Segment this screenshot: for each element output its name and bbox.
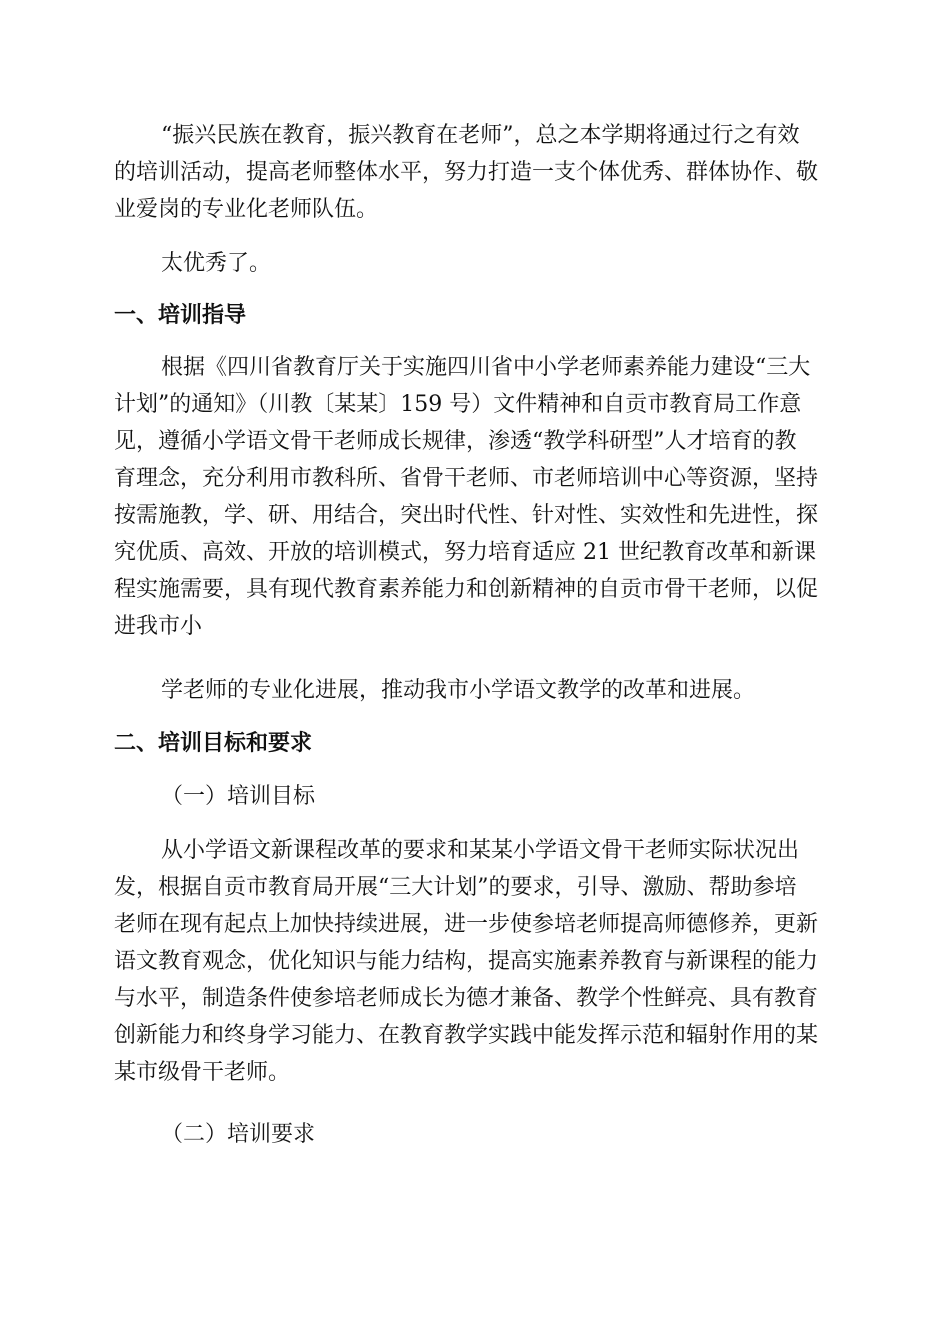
section1-heading: 一、培训指导 [114,303,247,328]
intro-paragraph [114,117,834,228]
section1-line-4: 育理念，充分利用市教科所、省骨干老师、市老师培训中心等资源，坚持 [114,466,819,491]
sub1-line-6: 创新能力和终身学习能力、在教育教学实践中能发挥示范和辐射作用的某 [114,1023,819,1048]
section1-continued: 学老师的专业化进展，推动我市小学语文教学的改革和进展。 [161,678,756,703]
section2-heading: 二、培训目标和要求 [114,731,313,756]
section1-line-5: 按需施教，学、研、用结合，突出时代性、针对性、实效性和先进性，探 [114,503,819,528]
sub1-line-3: 老师在现有起点上加快持续进展，进一步使参培老师提高师德修养，更新 [114,912,819,937]
section1-body [114,349,834,645]
subsection1-heading: （一）培训目标 [161,784,316,809]
sub1-line-5: 与水平，制造条件使参培老师成长为德才兼备、教学个性鲜亮、具有教育 [114,986,819,1011]
praise-paragraph: 太优秀了。 [161,251,272,276]
sub1-line-2: 发，根据自贡市教育局开展“三大计划”的要求，引导、激励、帮助参培 [114,875,797,900]
section1-line-7: 程实施需要，具有现代教育素养能力和创新精神的自贡市骨干老师，以促 [114,577,819,602]
intro-line-2: 的培训活动，提高老师整体水平，努力打造一支个体优秀、群体协作、敬 [114,160,819,185]
section1-line-3: 见，遵循小学语文骨干老师成长规律，渗透“教学科研型”人才培育的教 [114,429,797,454]
intro-line-3: 业爱岗的专业化老师队伍。 [114,197,379,222]
intro-line-1: “振兴民族在教育，振兴教育在老师”，总之本学期将通过行之有效 [161,123,800,148]
subsection1-body [114,832,834,1091]
sub1-line-4: 语文教育观念，优化知识与能力结构，提高实施素养教育与新课程的能力 [114,949,819,974]
sub1-line-7: 某市级骨干老师。 [114,1060,291,1085]
section1-line-1: 根据《四川省教育厅关于实施四川省中小学老师素养能力建设“三大 [161,355,811,380]
section1-line-6: 究优质、高效、开放的培训模式，努力培育适应 21 世纪教育改革和新课 [114,540,816,565]
section1-line-2: 计划”的通知》（川教〔某某〕159 号）文件精神和自贡市教育局工作意 [114,392,802,417]
sub1-line-1: 从小学语文新课程改革的要求和某某小学语文骨干老师实际状况出 [161,838,800,863]
section1-line-8: 进我市小 [114,614,203,639]
subsection2-heading: （二）培训要求 [161,1122,316,1147]
